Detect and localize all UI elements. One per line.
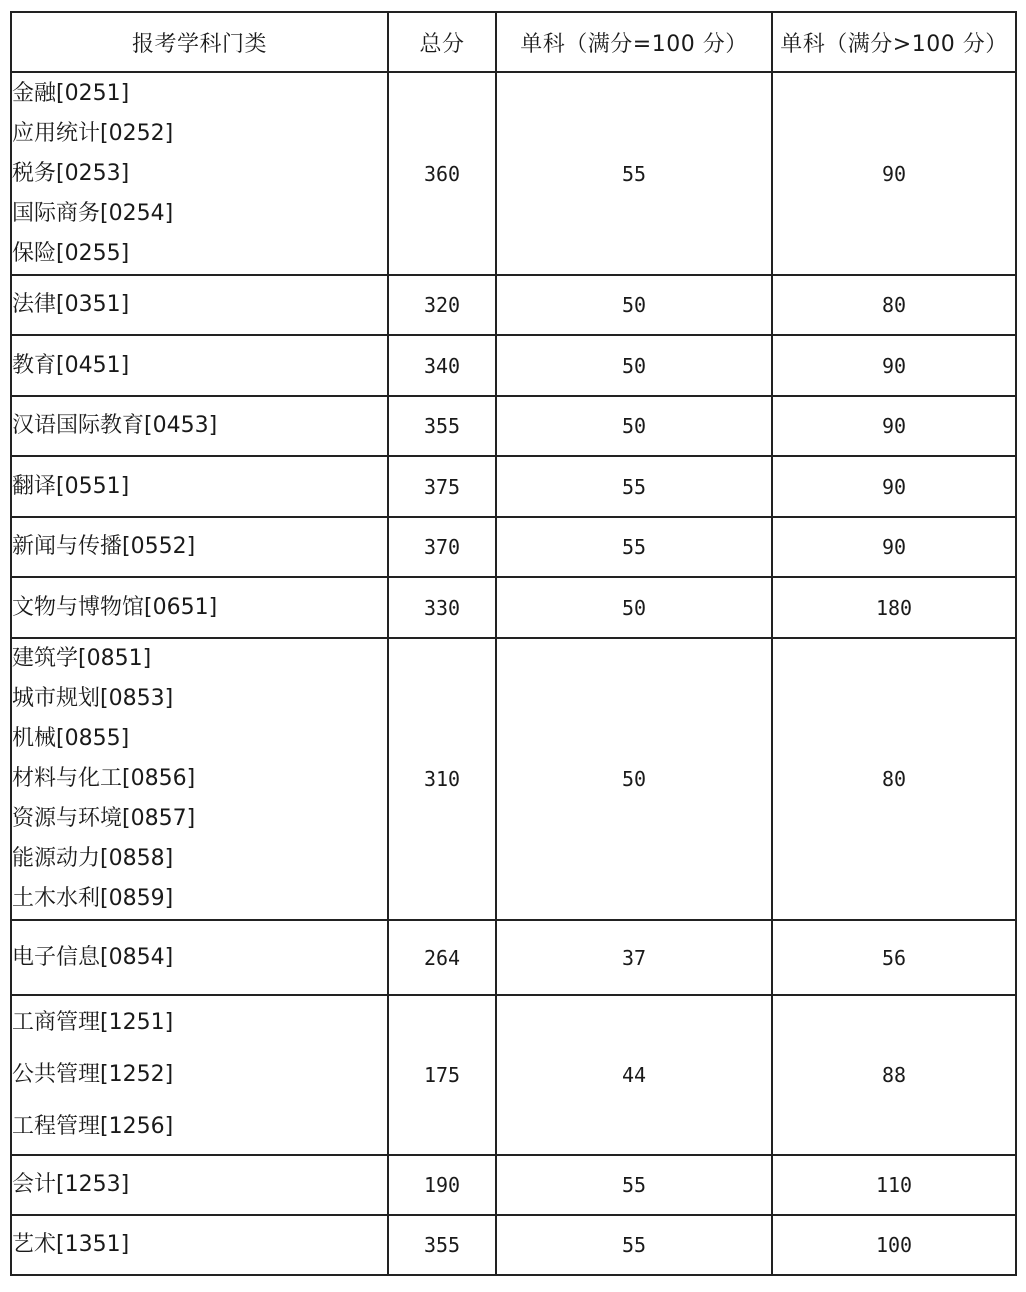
table-body bbox=[11, 72, 1016, 1275]
subject-name: 教育[0451] bbox=[12, 352, 130, 378]
single-over-100-cell: 180 bbox=[772, 577, 1016, 638]
subject-name: 电子信息[0854] bbox=[12, 944, 174, 970]
header-subject-category: 报考学科门类 bbox=[11, 12, 388, 72]
single-100-cell: 55 bbox=[496, 1215, 772, 1275]
table-row bbox=[11, 396, 1016, 456]
single-100-cell: 55 bbox=[496, 517, 772, 577]
subject-name: 能源动力[0858] bbox=[12, 846, 174, 871]
single-100-cell: 50 bbox=[496, 335, 772, 396]
table-row bbox=[11, 456, 1016, 517]
single-over-100-cell: 80 bbox=[772, 638, 1016, 920]
table-row bbox=[11, 995, 1016, 1155]
subject-cell bbox=[11, 638, 388, 920]
subject-cell bbox=[11, 275, 388, 335]
total-score-cell: 264 bbox=[388, 920, 496, 995]
subject-name: 翻译[0551] bbox=[12, 473, 130, 499]
subject-name: 会计[1253] bbox=[12, 1172, 130, 1197]
subject-name: 机械[0855] bbox=[12, 726, 130, 751]
single-over-100-cell: 90 bbox=[772, 456, 1016, 517]
single-over-100-cell: 88 bbox=[772, 995, 1016, 1155]
single-over-100-cell: 56 bbox=[772, 920, 1016, 995]
subject-name: 应用统计[0252] bbox=[12, 120, 174, 146]
table-row bbox=[11, 1215, 1016, 1275]
single-100-cell: 55 bbox=[496, 72, 772, 275]
total-score-cell: 355 bbox=[388, 1215, 496, 1275]
single-over-100-cell: 90 bbox=[772, 396, 1016, 456]
single-over-100-cell: 100 bbox=[772, 1215, 1016, 1275]
subject-cell bbox=[11, 396, 388, 456]
subject-name: 城市规划[0853] bbox=[12, 686, 174, 711]
single-over-100-cell: 80 bbox=[772, 275, 1016, 335]
subject-name: 公共管理[1252] bbox=[12, 1062, 174, 1087]
table-row bbox=[11, 72, 1016, 275]
table-row bbox=[11, 1155, 1016, 1215]
total-score-cell: 355 bbox=[388, 396, 496, 456]
total-score-cell: 330 bbox=[388, 577, 496, 638]
subject-name: 税务[0253] bbox=[12, 160, 130, 186]
header-total-score: 总分 bbox=[388, 12, 496, 72]
subject-name: 资源与环境[0857] bbox=[12, 806, 196, 831]
single-100-cell: 50 bbox=[496, 275, 772, 335]
single-100-cell: 55 bbox=[496, 1155, 772, 1215]
table-row bbox=[11, 335, 1016, 396]
table-row bbox=[11, 517, 1016, 577]
total-score-cell: 175 bbox=[388, 995, 496, 1155]
single-over-100-cell: 90 bbox=[772, 517, 1016, 577]
table-row bbox=[11, 920, 1016, 995]
subject-name: 工程管理[1256] bbox=[12, 1114, 174, 1139]
subject-name: 汉语国际教育[0453] bbox=[12, 413, 218, 438]
subject-name: 材料与化工[0856] bbox=[12, 766, 196, 791]
single-100-cell: 50 bbox=[496, 577, 772, 638]
subject-cell bbox=[11, 456, 388, 517]
subject-cell bbox=[11, 335, 388, 396]
total-score-cell: 320 bbox=[388, 275, 496, 335]
single-100-cell: 37 bbox=[496, 920, 772, 995]
subject-name: 艺术[1351] bbox=[12, 1232, 130, 1257]
subject-cell bbox=[11, 517, 388, 577]
subject-name: 国际商务[0254] bbox=[12, 200, 174, 226]
header-row bbox=[11, 12, 1016, 72]
table-row bbox=[11, 275, 1016, 335]
subject-name: 文物与博物馆[0651] bbox=[12, 594, 218, 620]
total-score-cell: 190 bbox=[388, 1155, 496, 1215]
subject-cell bbox=[11, 995, 388, 1155]
subject-name: 保险[0255] bbox=[12, 240, 130, 266]
single-over-100-cell: 90 bbox=[772, 335, 1016, 396]
subject-name: 工商管理[1251] bbox=[12, 1010, 174, 1035]
subject-cell bbox=[11, 1215, 388, 1275]
single-100-cell: 55 bbox=[496, 456, 772, 517]
single-100-cell: 50 bbox=[496, 396, 772, 456]
total-score-cell: 370 bbox=[388, 517, 496, 577]
table-row bbox=[11, 577, 1016, 638]
single-100-cell: 44 bbox=[496, 995, 772, 1155]
header-single-over-100: 单科（满分>100 分） bbox=[772, 12, 1016, 72]
subject-cell bbox=[11, 1155, 388, 1215]
subject-cell bbox=[11, 577, 388, 638]
subject-name: 新闻与传播[0552] bbox=[12, 534, 196, 559]
table-row bbox=[11, 638, 1016, 920]
total-score-cell: 360 bbox=[388, 72, 496, 275]
subject-name: 土木水利[0859] bbox=[12, 886, 174, 911]
subject-cell bbox=[11, 920, 388, 995]
total-score-cell: 375 bbox=[388, 456, 496, 517]
total-score-cell: 340 bbox=[388, 335, 496, 396]
single-100-cell: 50 bbox=[496, 638, 772, 920]
subject-cell bbox=[11, 72, 388, 275]
subject-name: 法律[0351] bbox=[12, 292, 130, 317]
single-over-100-cell: 110 bbox=[772, 1155, 1016, 1215]
table-header bbox=[11, 12, 1016, 72]
single-over-100-cell: 90 bbox=[772, 72, 1016, 275]
header-single-100: 单科（满分=100 分） bbox=[496, 12, 772, 72]
subject-name: 建筑学[0851] bbox=[12, 646, 152, 671]
total-score-cell: 310 bbox=[388, 638, 496, 920]
score-table bbox=[10, 11, 1017, 1276]
subject-name: 金融[0251] bbox=[12, 80, 130, 106]
